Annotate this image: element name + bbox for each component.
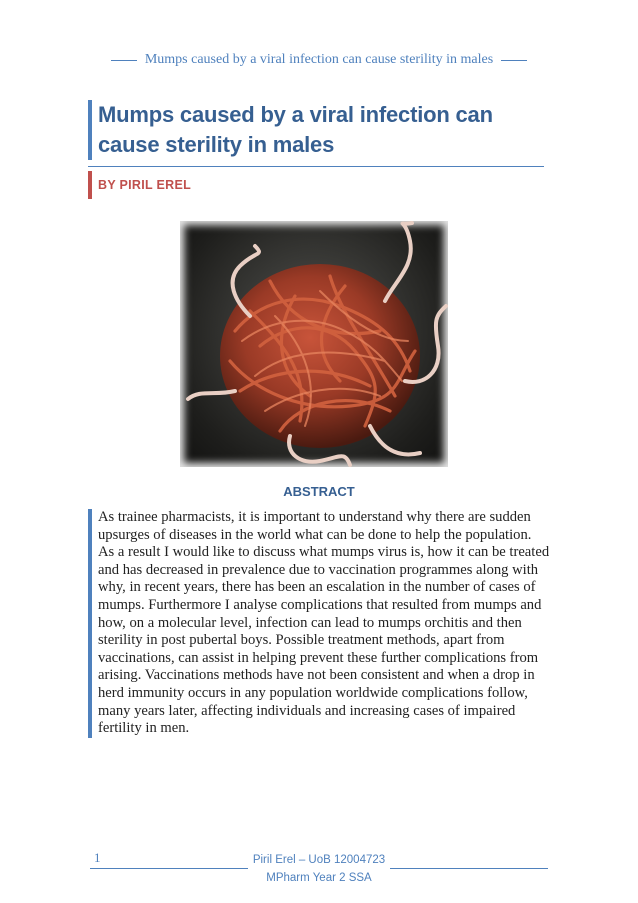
footer-author-block: [248, 851, 390, 887]
running-header-title: Mumps caused by a viral infection can cause sterility in males: [144, 52, 494, 67]
virus-illustration: [180, 221, 448, 467]
footer-course-line: MPharm Year 2 SSA: [266, 872, 372, 884]
header-rule-right: [501, 60, 527, 61]
footer-rule-right: [390, 868, 548, 869]
abstract-heading: ABSTRACT: [283, 484, 355, 499]
page-number: 1: [94, 850, 101, 865]
footer-author-line: Piril Erel – UoB 12004723: [252, 854, 386, 866]
author-byline: BY PIRIL EREL: [98, 178, 192, 192]
abstract-text: As trainee pharmacists, it is important to understand why there are sudden upsurges of diseases in the world what can be done to help the population. As a result I would like to discuss what mumps virus is, how it can be treated and has decreased in prevalence due to vaccination programmes along with why, in recent years, there has been an escalation in the number of cases of mumps. Furthermore I analyse complications that resulted from mumps and how, on a molecular level, infection can lead to mumps orchitis and then sterility in post pubertal boys. Possible treatment methods, apart from vaccinations, can assist in helping prevent these further complications from arising. Vaccinations methods have not been consistent and when a drop in herd immunity occurs in any population worldwide complications follow, many years later, affecting individuals and increasing cases of impaired fertility in men.: [98, 509, 550, 737]
title-block: [88, 100, 544, 160]
byline-block: [88, 171, 191, 199]
running-header: [0, 52, 638, 68]
cover-image: [180, 221, 448, 467]
article-title: Mumps caused by a viral infection can cause sterility in males: [98, 102, 493, 157]
header-rule-left: [111, 60, 137, 61]
abstract-body: [88, 509, 550, 738]
footer-rule-left: [90, 868, 248, 869]
title-underline: [88, 166, 544, 167]
